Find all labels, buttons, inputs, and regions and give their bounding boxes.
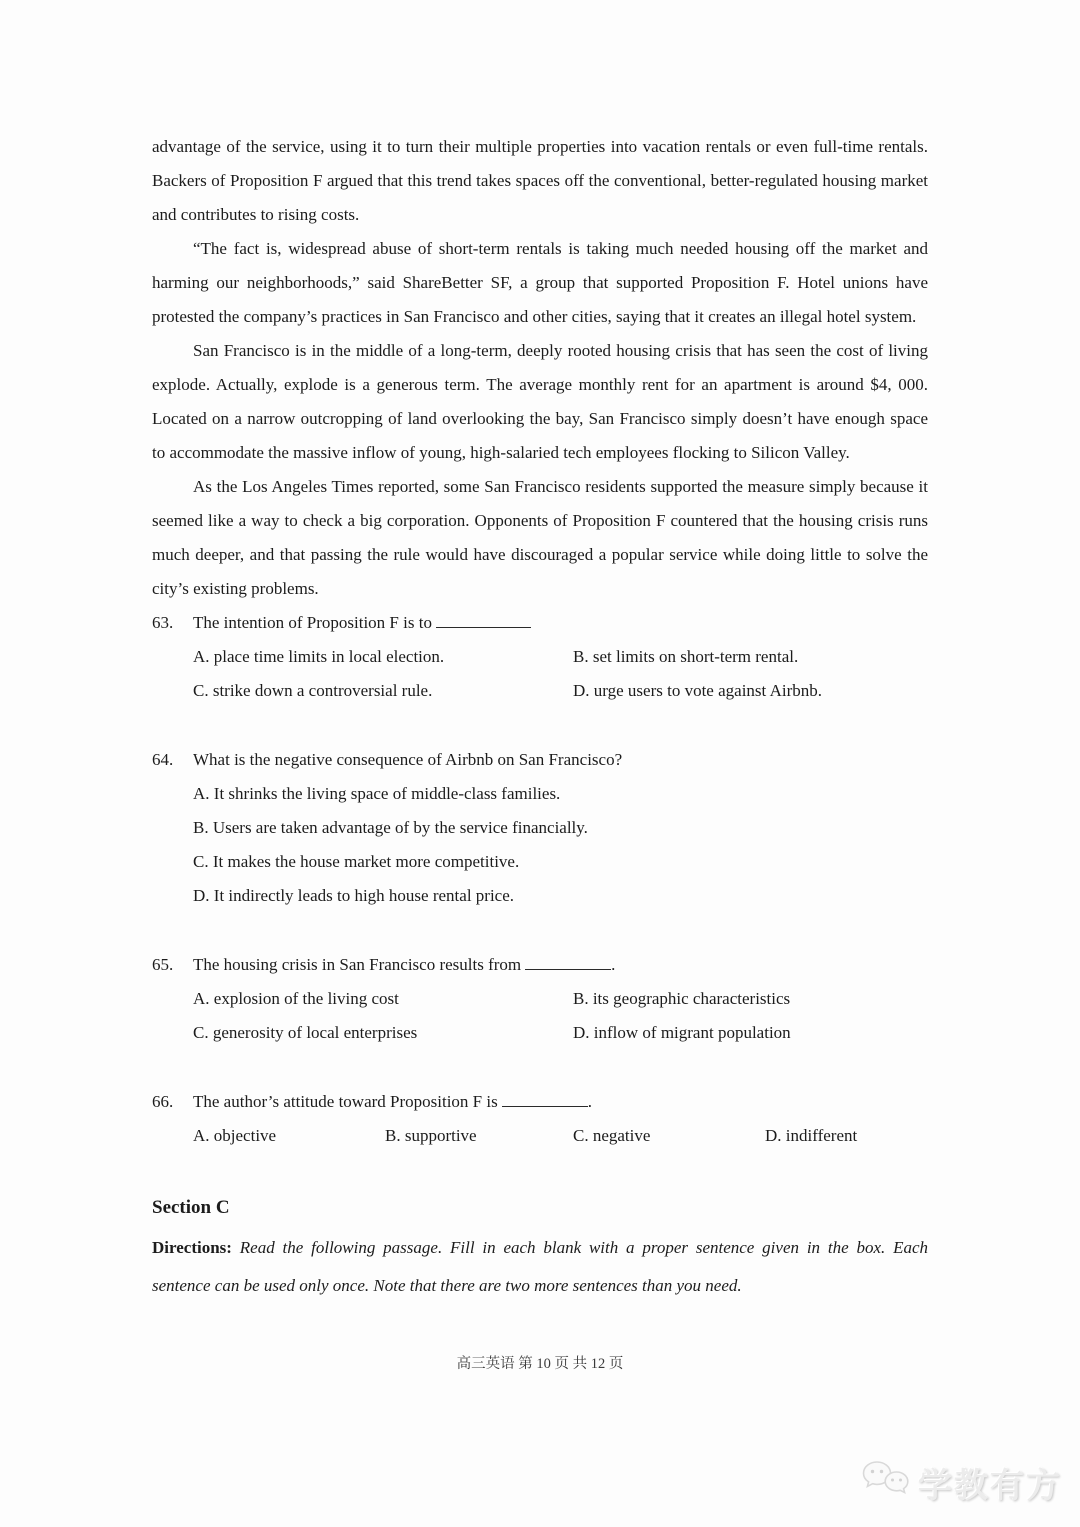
option-d: D. urge users to vote against Airbnb. [573,681,822,700]
question-65-options [152,982,928,1050]
option-d: D. inflow of migrant population [573,1023,791,1042]
passage-paragraph-1: advantage of the service, using it to turn their multiple properties into vacation rentals or even full-time rentals. Backers of Proposition F argued that this trend takes spaces off the conventional, better-regulated housing market and contributes to rising costs. [152,137,928,224]
page-footer: 高三英语 第 10 页 共 12 页 [456,1356,624,1372]
question-65-stem [152,948,928,982]
section-c-directions [152,1229,928,1305]
section-c-title: Section C [152,1197,230,1218]
question-65 [152,948,928,1050]
passage-paragraph-4: As the Los Angeles Times reported, some San Francisco residents supported the measure simply because it seemed like a way to check a big corporation. Opponents of Proposition F countered that the housing crisis runs much deeper, and that passing the rule would have discouraged a popular service while doing little to solve the city’s existing problems. [152,477,928,598]
answer-blank [525,956,611,970]
answer-blank [436,614,531,628]
question-text-body: The intention of Proposition F is to [193,613,432,632]
passage-paragraph-2: “The fact is, widespread abuse of short-term rentals is taking much needed housing off the market and harming our neighborhoods,” said ShareBetter SF, a group that supported Proposition F. Hotel unions have protested the company’s practices in San Francisco and other cities, saying that it creates an illegal hotel system. [152,239,928,326]
question-text [193,948,928,982]
option-c: C. strike down a controversial rule. [193,681,433,700]
question-text [193,606,928,640]
answer-blank [502,1093,588,1107]
question-63-options [152,640,928,708]
option-d: D. indifferent [765,1126,858,1145]
option-a: A. objective [193,1126,277,1145]
question-64-options [152,777,928,913]
option-c: C. It makes the house market more competitive. [193,852,520,871]
option-c: C. generosity of local enterprises [193,1023,418,1042]
question-text [193,743,928,777]
directions-text: Read the following passage. Fill in each blank with a proper sentence given in the box. Each sentence can be used only once. Note that there are two more sentences than you need. [152,1238,928,1295]
question-suffix: . [611,955,616,974]
option-a: A. explosion of the living cost [193,989,399,1008]
question-63-stem [152,606,928,640]
question-64 [152,743,928,913]
question-63 [152,606,928,708]
question-text-body: What is the negative consequence of Airbnb on San Francisco? [193,750,623,769]
question-number: 65. [152,955,174,974]
question-66-stem [152,1085,928,1119]
question-number: 63. [152,613,174,632]
option-b: B. its geographic characteristics [573,989,791,1008]
question-text [193,1085,928,1119]
option-c: C. negative [573,1126,651,1145]
question-suffix: . [587,1092,592,1111]
option-a: A. It shrinks the living space of middle-class families. [193,784,561,803]
option-a: A. place time limits in local election. [193,647,445,666]
question-66 [152,1085,928,1153]
chat-bubbles-icon [860,1458,912,1507]
passage-paragraph-3: San Francisco is in the middle of a long-term, deeply rooted housing crisis that has seen the cost of living explode. Actually, explode is a generous term. The average monthly rent for an apartment is around $4, 000. Located on a narrow outcropping of land overlooking the bay, San Francisco simply doesn’t have enough space to accommodate the massive inflow of young, high-salaried tech employees flocking to Silicon Valley. [152,341,928,462]
watermark [860,1458,1062,1507]
option-b: B. set limits on short-term rental. [573,647,799,666]
watermark-text: 学教有方 [918,1466,1062,1506]
option-b: B. Users are taken advantage of by the service financially. [193,818,588,837]
option-b: B. supportive [385,1126,477,1145]
question-text-body: The author’s attitude toward Proposition F is [193,1092,498,1111]
question-66-options [152,1119,928,1153]
question-text-body: The housing crisis in San Francisco results from [193,955,522,974]
option-d: D. It indirectly leads to high house rental price. [193,886,515,905]
question-number: 64. [152,750,174,769]
question-64-stem [152,743,928,777]
question-number: 66. [152,1092,174,1111]
directions-label: Directions: [152,1238,232,1257]
